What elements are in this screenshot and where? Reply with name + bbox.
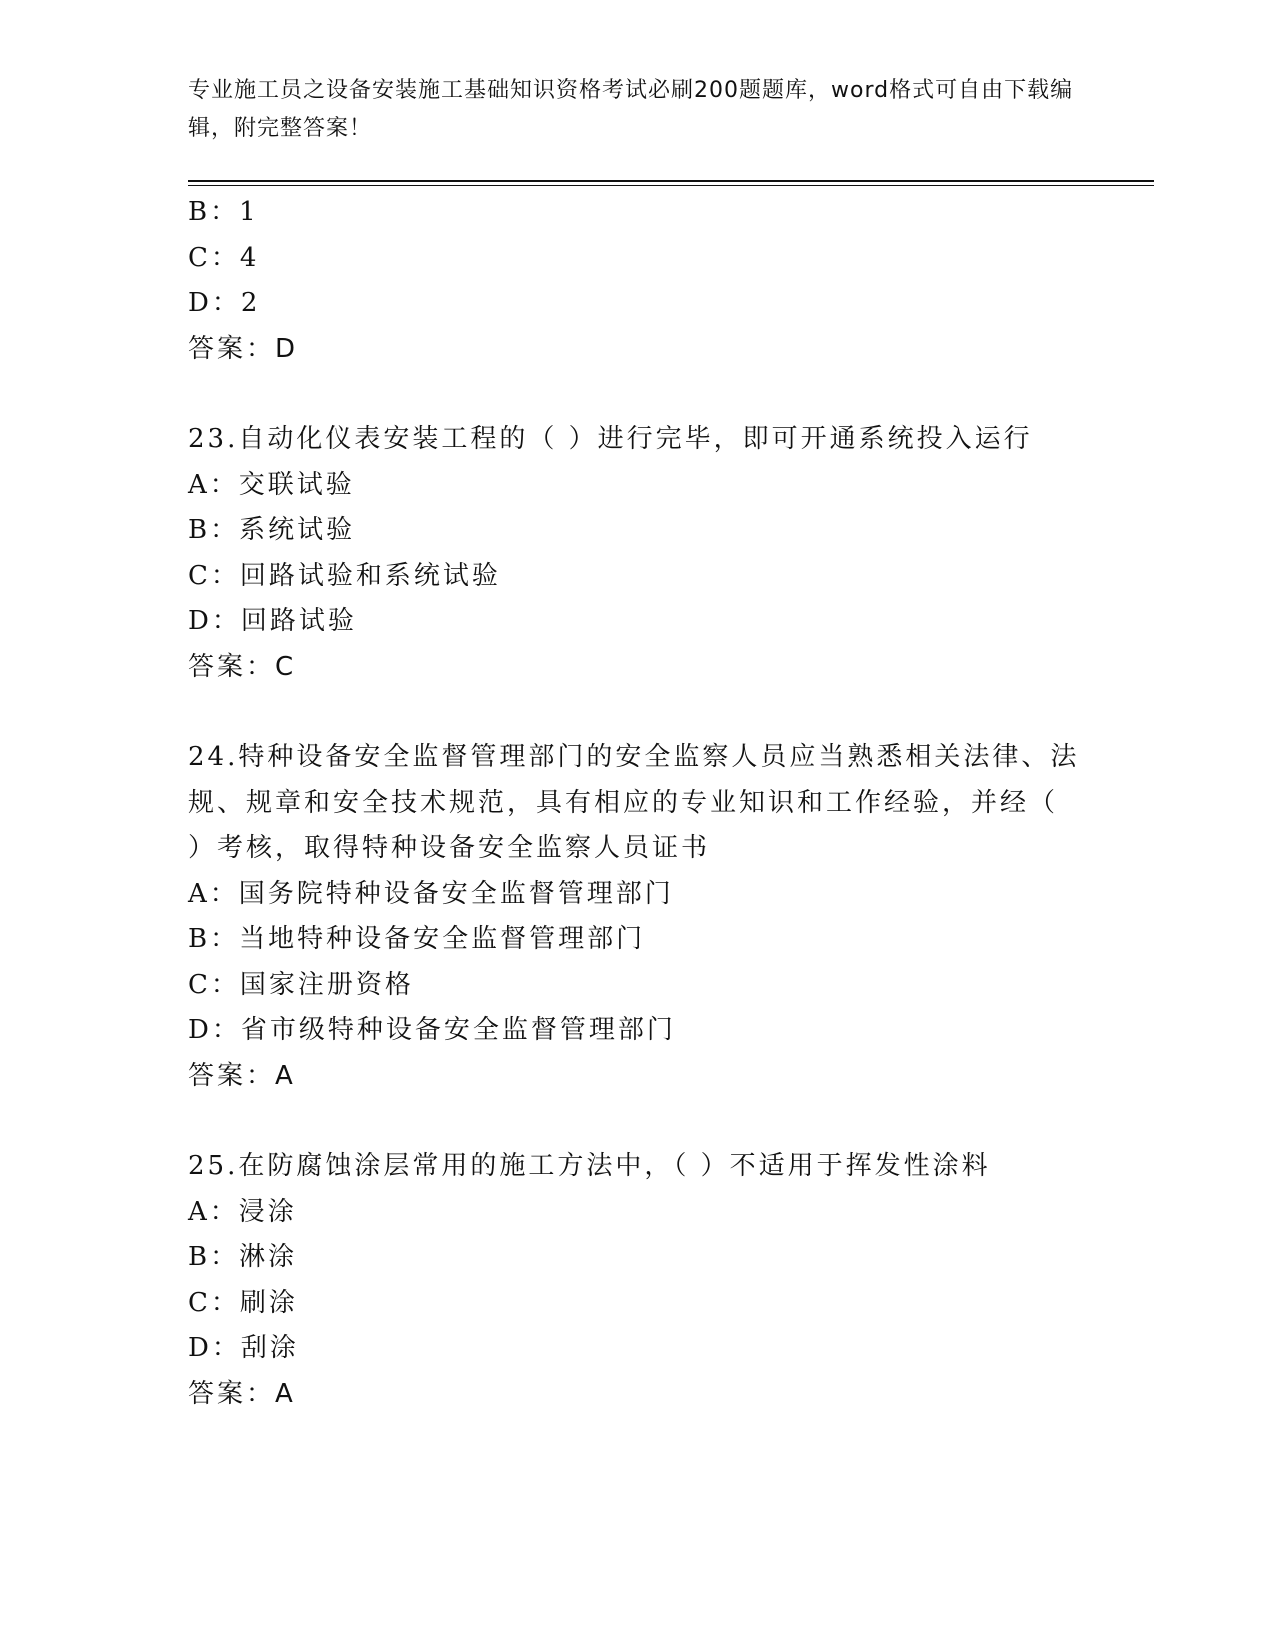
option-a: A：国务院特种设备安全监督管理部门 (188, 878, 674, 909)
header-rule-thin (188, 185, 1154, 186)
answer: 答案：A (188, 1060, 296, 1091)
option-d: D：回路试验 (188, 606, 357, 636)
option-c: C：回路试验和系统试验 (188, 560, 501, 591)
question-23 (188, 417, 1088, 690)
spacer (188, 372, 1088, 417)
option-c: C：4 (188, 242, 260, 273)
option-b: B：淋涂 (188, 1242, 298, 1272)
spacer (188, 1099, 1088, 1144)
option-a: A：交联试验 (188, 469, 355, 500)
option-c: C：刷涂 (188, 1287, 298, 1318)
question-stem-line-2: 规、规章和安全技术规范，具有相应的专业知识和工作经验，并经（ (188, 787, 1059, 818)
question-list (188, 190, 1088, 1417)
spacer (188, 690, 1088, 735)
question-stem: 25.在防腐蚀涂层常用的施工方法中，（ ）不适用于挥发性涂料 (188, 1151, 991, 1181)
question-stem-line-3: ）考核，取得特种设备安全监察人员证书 (188, 833, 711, 863)
document-header (188, 72, 1088, 148)
answer: 答案：D (188, 333, 299, 364)
option-d: D：省市级特种设备安全监督管理部门 (188, 1015, 676, 1045)
question-24 (188, 735, 1088, 1099)
question-22-continued (188, 190, 1088, 372)
option-b: B：1 (188, 197, 259, 227)
answer: 答案：A (188, 1378, 296, 1409)
question-stem: 23.自动化仪表安装工程的（ ）进行完毕，即可开通系统投入运行 (188, 424, 1033, 454)
option-a: A：浸涂 (188, 1196, 297, 1227)
question-stem-line-1: 24.特种设备安全监督管理部门的安全监察人员应当熟悉相关法律、法 (188, 742, 1080, 772)
header-title: 专业施工员之设备安装施工基础知识资格考试必刷200题题库，word格式可自由下载编辑，附完整答案！ (188, 78, 1074, 141)
answer: 答案：C (188, 651, 297, 682)
question-25 (188, 1144, 1088, 1417)
header-rule-thick (188, 180, 1154, 182)
option-b: B：系统试验 (188, 515, 356, 545)
option-c: C：国家注册资格 (188, 969, 414, 1000)
option-b: B：当地特种设备安全监督管理部门 (188, 924, 646, 954)
option-d: D：刮涂 (188, 1333, 299, 1363)
option-d: D：2 (188, 288, 261, 318)
